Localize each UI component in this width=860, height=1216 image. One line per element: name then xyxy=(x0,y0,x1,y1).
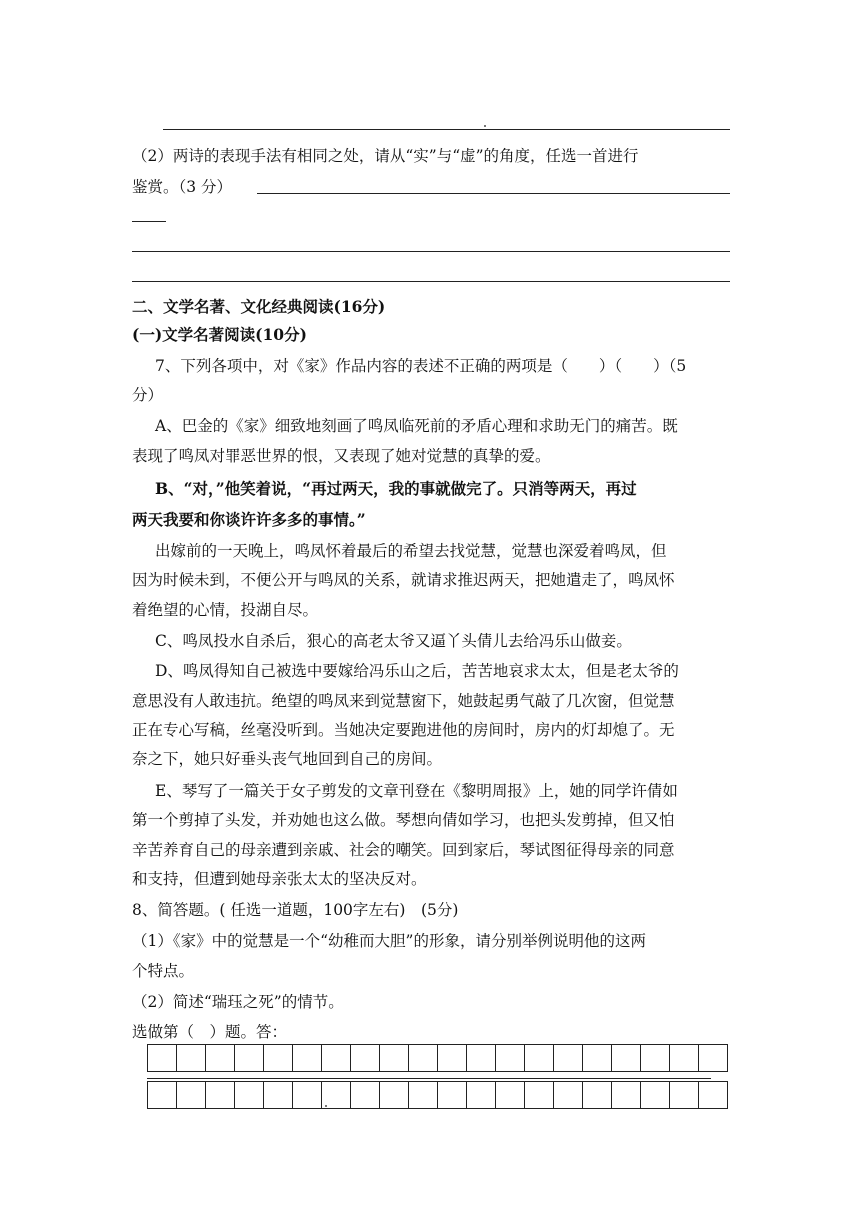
page-mark xyxy=(484,125,486,127)
option-a: A、巴金的《家》细致地刻画了鸣凤临死前的矛盾心理和求助无门的痛苦。既 xyxy=(155,417,678,435)
grid-cell[interactable] xyxy=(322,1045,351,1072)
grid-cell[interactable] xyxy=(206,1045,235,1072)
grid-cell[interactable] xyxy=(409,1045,438,1072)
option-a-cont: 表现了鸣凤对罪恶世界的恨，又表现了她对觉慧的真挚的爱。 xyxy=(132,447,551,465)
grid-cell[interactable] xyxy=(177,1082,206,1109)
grid-cell[interactable] xyxy=(438,1045,467,1072)
grid-cell[interactable] xyxy=(641,1045,670,1072)
option-b-text: 因为时候未到，不便公开与鸣凤的关系，就请求推迟两天，把她遣走了，鸣凤怀 xyxy=(132,571,675,589)
option-d-cont: 意思没有人敢违抗。绝望的鸣凤来到觉慧窗下，她鼓起勇气敲了几次窗，但觉慧 xyxy=(132,692,675,710)
question-8-option-1-cont: 个特点。 xyxy=(132,962,195,980)
grid-cell[interactable] xyxy=(380,1082,409,1109)
subsection-heading: (一)文学名著阅读(10分) xyxy=(132,325,307,344)
grid-cell[interactable] xyxy=(148,1045,177,1072)
option-b-text: 着绝望的心情，投湖自尽。 xyxy=(132,601,319,619)
grid-cell[interactable] xyxy=(293,1082,322,1109)
option-b: B、“对，”他笑着说，“再过两天，我的事就做完了。只消等两天，再过 xyxy=(155,479,637,498)
grid-cell[interactable] xyxy=(467,1082,496,1109)
grid-cell[interactable] xyxy=(699,1045,728,1072)
grid-cell[interactable] xyxy=(525,1082,554,1109)
question-7-stem-cont: 分） xyxy=(132,386,164,404)
grid-cell[interactable] xyxy=(380,1045,409,1072)
grid-cell[interactable] xyxy=(641,1082,670,1109)
question-6-2-line2: 鉴赏。（3 分） xyxy=(132,178,233,196)
grid-cell[interactable] xyxy=(293,1045,322,1072)
grid-cell[interactable] xyxy=(235,1082,264,1109)
grid-cell[interactable] xyxy=(177,1045,206,1072)
grid-cell[interactable] xyxy=(670,1082,699,1109)
grid-spacer-line xyxy=(147,1078,711,1079)
option-e-cont: 辛苦养育自己的母亲遭到亲戚、社会的嘲笑。回到家后，琴试图征得母亲的同意 xyxy=(132,841,675,859)
grid-cell[interactable] xyxy=(670,1045,699,1072)
option-e-cont: 第一个剪掉了头发，并劝她也这么做。琴想向倩如学习，也把头发剪掉，但又怕 xyxy=(132,811,675,829)
answer-line[interactable] xyxy=(132,281,730,282)
question-8-option-1: （1）《家》中的觉慧是一个“幼稚而大胆”的形象，请分别举例说明他的这两 xyxy=(132,932,646,950)
grid-cell[interactable] xyxy=(496,1082,525,1109)
answer-grid-row-1[interactable] xyxy=(147,1044,728,1072)
grid-cell[interactable] xyxy=(699,1082,728,1109)
question-6-2-line1: （2）两诗的表现手法有相同之处，请从“实”与“虚”的角度，任选一首进行 xyxy=(132,147,639,165)
option-d: D、鸣凤得知自己被选中要嫁给冯乐山之后，苦苦地哀求太太，但是老太爷的 xyxy=(155,662,679,680)
option-e: E、琴写了一篇关于女子剪发的文章刊登在《黎明周报》上，她的同学许倩如 xyxy=(155,782,678,800)
grid-cell[interactable] xyxy=(467,1045,496,1072)
question-8-option-2: （2）简述“瑞珏之死”的情节。 xyxy=(132,993,344,1011)
grid-cell[interactable] xyxy=(554,1045,583,1072)
grid-cell[interactable] xyxy=(148,1082,177,1109)
question-8-stem: 8、简答题。( 任选一道题，100字左右) (5分) xyxy=(132,901,459,919)
grid-cell[interactable] xyxy=(409,1082,438,1109)
answer-line[interactable] xyxy=(163,129,730,130)
grid-cell[interactable] xyxy=(438,1082,467,1109)
option-b-quote: 两天我要和你谈许许多多的事情。” xyxy=(132,510,366,529)
grid-cell[interactable] xyxy=(496,1045,525,1072)
grid-cell[interactable] xyxy=(612,1045,641,1072)
grid-cell[interactable] xyxy=(235,1045,264,1072)
option-d-cont: 奈之下，她只好垂头丧气地回到自己的房间。 xyxy=(132,750,443,768)
grid-cell[interactable] xyxy=(351,1082,380,1109)
option-e-cont: 和支持，但遭到她母亲张太太的坚决反对。 xyxy=(132,870,427,888)
grid-cell[interactable] xyxy=(351,1045,380,1072)
option-d-cont: 正在专心写稿，丝毫没听到。当她决定要跑进他的房间时，房内的灯却熄了。无 xyxy=(132,721,675,739)
grid-cell[interactable] xyxy=(264,1082,293,1109)
grid-cell[interactable] xyxy=(525,1045,554,1072)
section-heading: 二、文学名著、文化经典阅读(16分) xyxy=(132,297,386,316)
grid-cell[interactable] xyxy=(583,1082,612,1109)
grid-cell[interactable] xyxy=(206,1082,235,1109)
question-7-stem: 7、下列各项中，对《家》作品内容的表述不正确的两项是（ ）（ ）（5 xyxy=(155,357,687,375)
grid-cell[interactable] xyxy=(612,1082,641,1109)
grid-cell[interactable] xyxy=(554,1082,583,1109)
grid-cell[interactable] xyxy=(583,1045,612,1072)
answer-line[interactable] xyxy=(257,193,730,194)
choose-question-label: 选做第（ ）题。答： xyxy=(132,1023,288,1041)
answer-line[interactable] xyxy=(132,251,730,252)
option-c: C、鸣凤投水自杀后，狠心的高老太爷又逼丫头倩儿去给冯乐山做妾。 xyxy=(155,632,632,650)
page-mark xyxy=(325,1105,327,1107)
grid-cell[interactable] xyxy=(264,1045,293,1072)
option-b-text: 出嫁前的一天晚上，鸣凤怀着最后的希望去找觉慧，觉慧也深爱着鸣凤，但 xyxy=(155,542,667,560)
answer-line[interactable] xyxy=(132,221,166,222)
answer-grid-row-2[interactable] xyxy=(147,1081,728,1109)
